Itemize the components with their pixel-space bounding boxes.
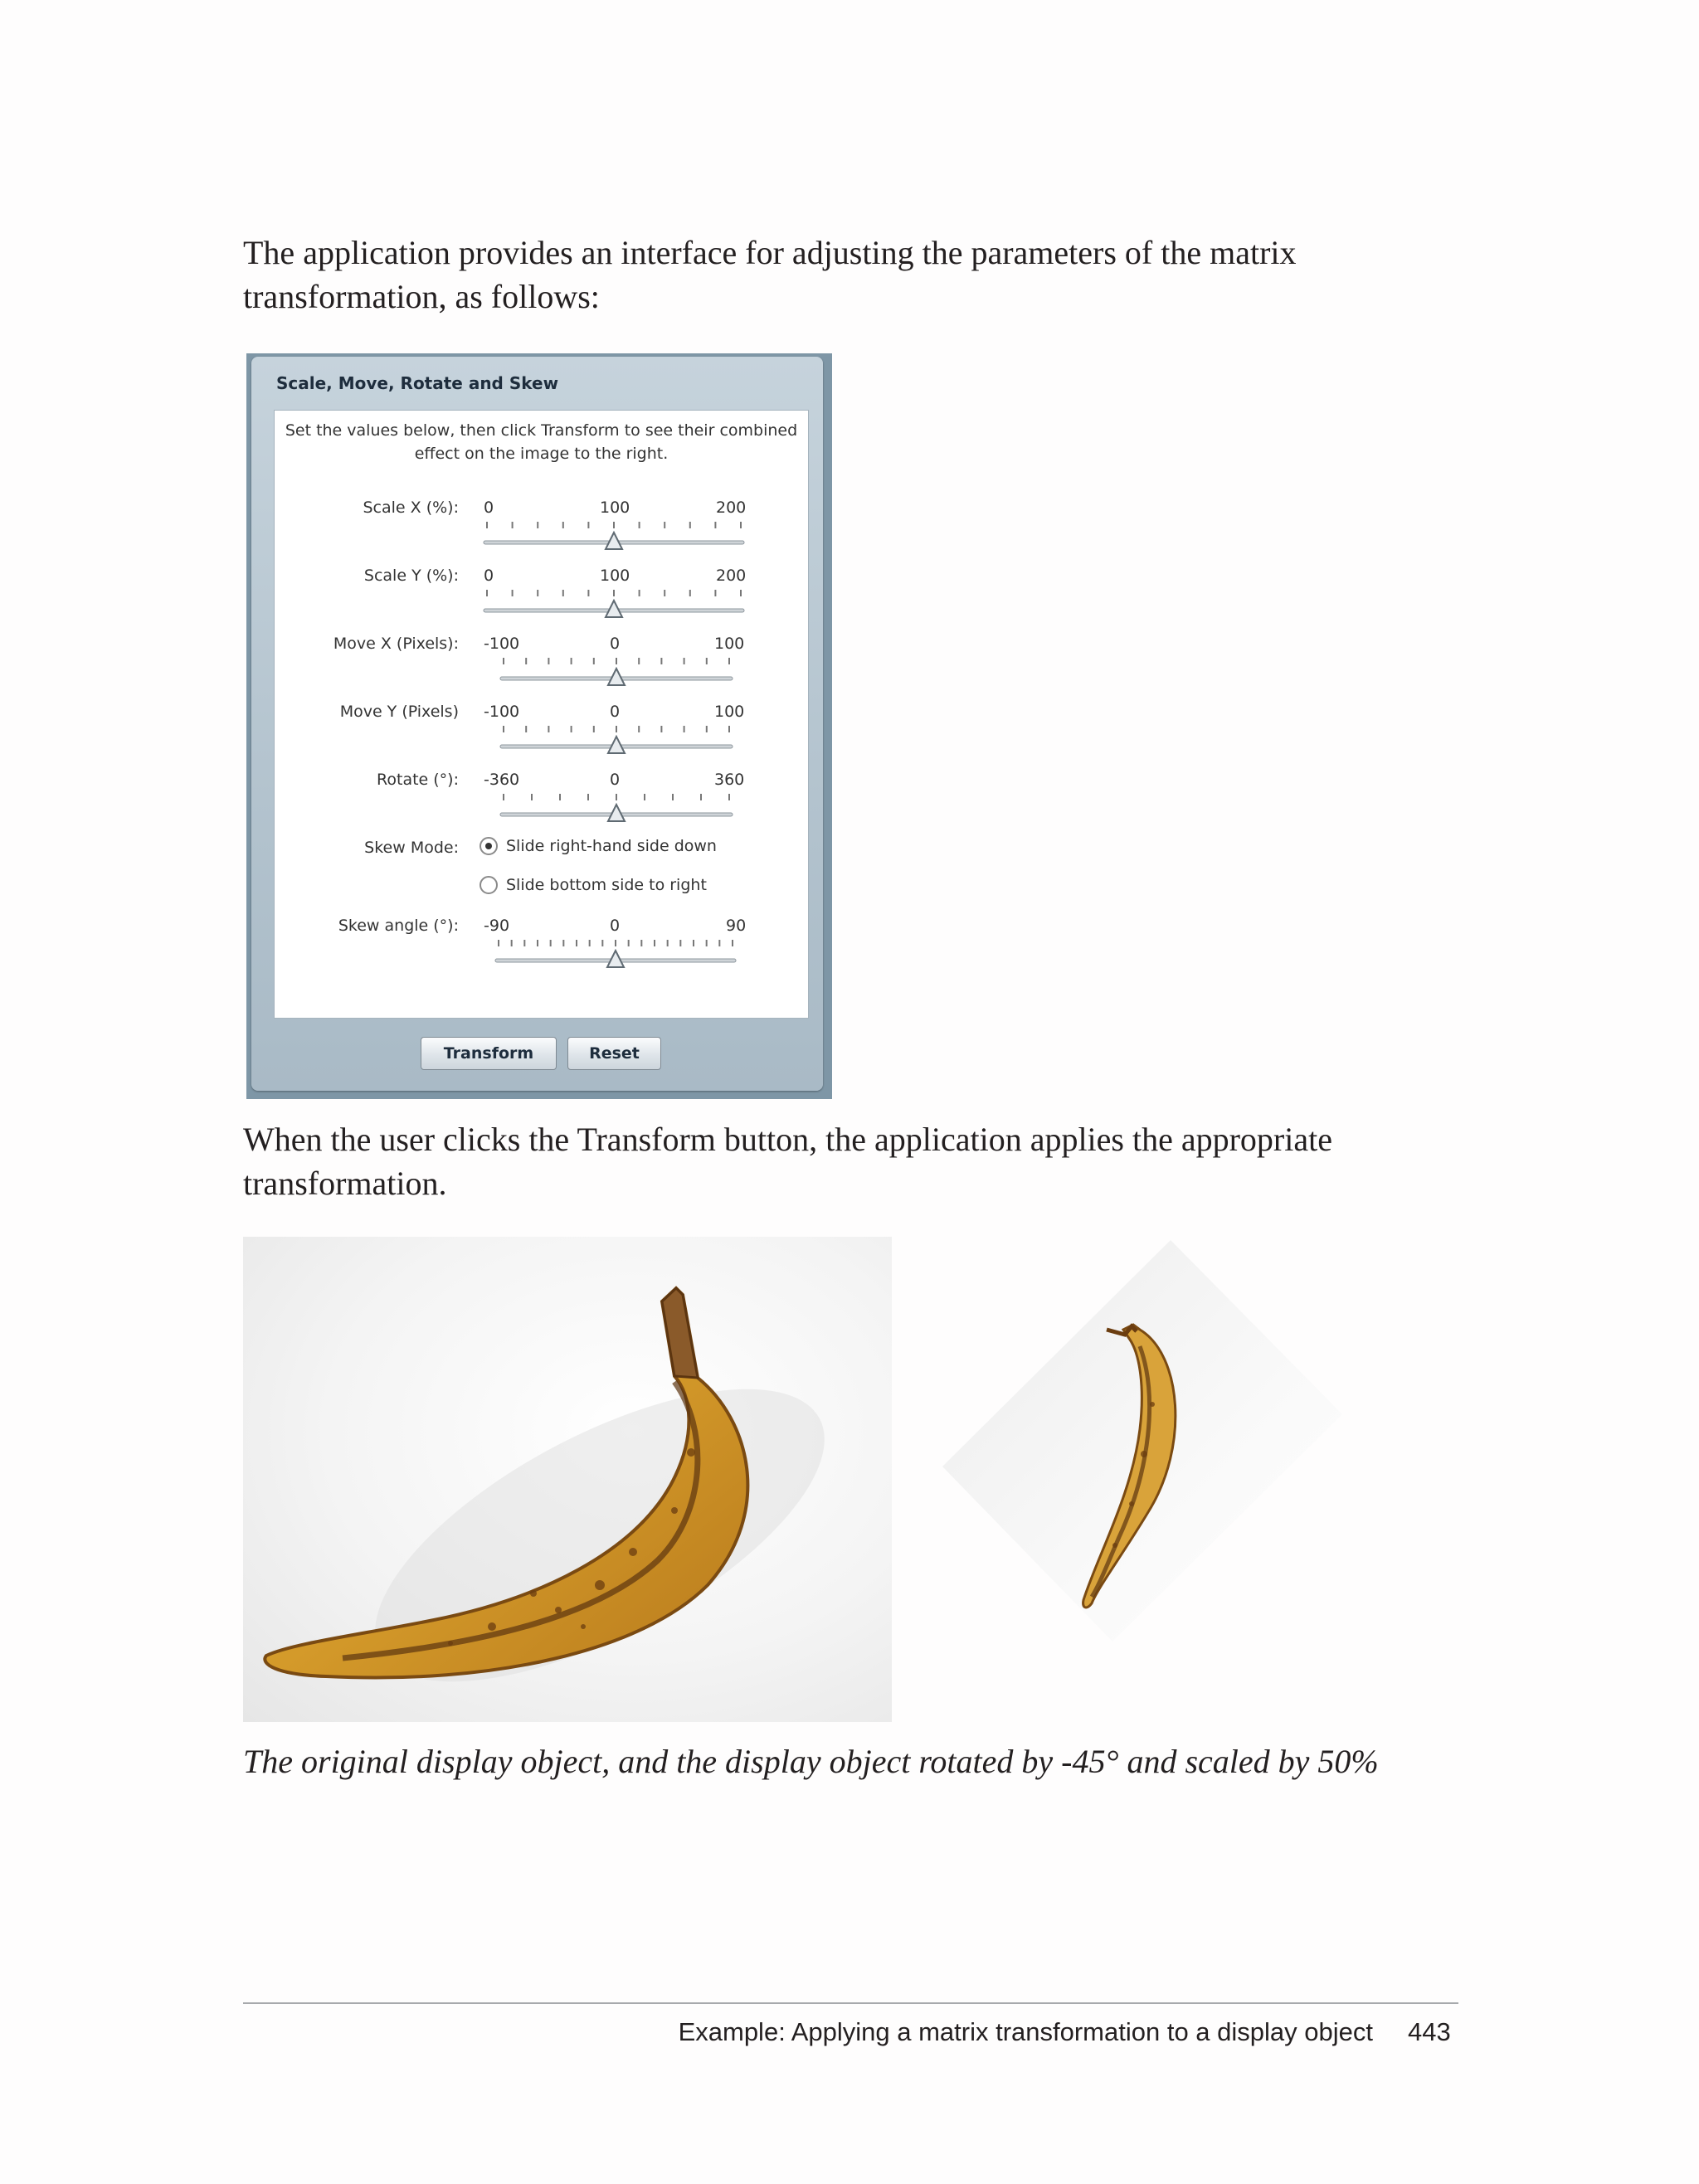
rotate-label: Rotate (°):	[377, 771, 459, 789]
rotate-max-label: 360	[714, 771, 745, 789]
skew-option-1-label: Slide right-hand side down	[506, 837, 717, 855]
scale-x-label: Scale X (%):	[363, 499, 459, 517]
move-y-mid-label: 0	[610, 703, 621, 721]
move-y-label: Move Y (Pixels)	[339, 703, 459, 721]
skew-angle-row	[275, 917, 808, 983]
scale-x-max-label: 200	[716, 499, 747, 517]
skew-option-2-label: Slide bottom side to right	[506, 876, 707, 894]
move-x-slider[interactable]	[275, 654, 808, 693]
transform-button[interactable]: Transform	[421, 1037, 557, 1070]
figure-caption: The original display object, and the display object rotated by -45° and scaled by 50%	[243, 1743, 1379, 1780]
move-x-row	[275, 635, 808, 701]
radio-unselected[interactable]	[480, 876, 498, 894]
move-y-slider[interactable]	[275, 722, 808, 761]
move-y-row	[275, 703, 808, 769]
banana-original-image	[243, 1237, 892, 1722]
skew-option-right-hand-side-down[interactable]	[480, 834, 717, 859]
panel-controls-area	[274, 410, 809, 1019]
banana-original-drawing	[243, 1237, 892, 1722]
result-paragraph: When the user clicks the Transform button, the application applies the appropriate transformation.	[243, 1121, 1332, 1202]
move-y-min-label: -100	[484, 703, 520, 721]
skew-angle-slider[interactable]	[275, 936, 808, 975]
rotate-mid-label: 0	[610, 771, 621, 789]
skew-angle-mid-label: 0	[610, 917, 621, 935]
scale-y-mid-label: 100	[600, 567, 630, 585]
scale-x-min-label: 0	[484, 499, 494, 517]
reset-button[interactable]: Reset	[567, 1037, 661, 1070]
move-x-max-label: 100	[714, 635, 745, 653]
move-x-mid-label: 0	[610, 635, 621, 653]
scale-y-max-label: 200	[716, 567, 747, 585]
footer-rule	[243, 2002, 1458, 2004]
scale-y-label: Scale Y (%):	[363, 567, 459, 585]
banana-transformed-image	[941, 1238, 1344, 1642]
rotate-min-label: -360	[484, 771, 520, 789]
panel-instructions: Set the values below, then click Transform to see their combined effect on the image to the right.	[285, 421, 798, 463]
scale-y-row	[275, 567, 808, 633]
skew-mode-label: Skew Mode:	[364, 839, 459, 857]
transform-panel	[251, 357, 823, 1091]
banana-transformed-drawing	[941, 1238, 1344, 1642]
skew-angle-label: Skew angle (°):	[338, 917, 459, 935]
skew-angle-max-label: 90	[726, 917, 747, 935]
scale-x-mid-label: 100	[600, 499, 630, 517]
scale-x-slider[interactable]	[275, 518, 808, 557]
scale-y-slider[interactable]	[275, 586, 808, 625]
scale-y-min-label: 0	[484, 567, 494, 585]
rotate-slider[interactable]	[275, 790, 808, 829]
transform-panel-screenshot	[246, 353, 832, 1099]
scale-x-row	[275, 499, 808, 565]
skew-option-bottom-side-right[interactable]	[480, 873, 707, 897]
move-x-min-label: -100	[484, 635, 520, 653]
footer-running-title: Example: Applying a matrix transformation to a display object	[678, 2017, 1373, 2046]
skew-angle-min-label: -90	[484, 917, 510, 935]
rotate-row	[275, 771, 808, 837]
move-x-label: Move X (Pixels):	[333, 635, 459, 653]
radio-selected[interactable]	[480, 837, 498, 855]
panel-title: Scale, Move, Rotate and Skew	[276, 373, 559, 393]
intro-paragraph: The application provides an interface for adjusting the parameters of the matrix transformation, as follows:	[243, 234, 1297, 315]
page-number: 443	[1408, 2017, 1451, 2046]
move-y-max-label: 100	[714, 703, 745, 721]
